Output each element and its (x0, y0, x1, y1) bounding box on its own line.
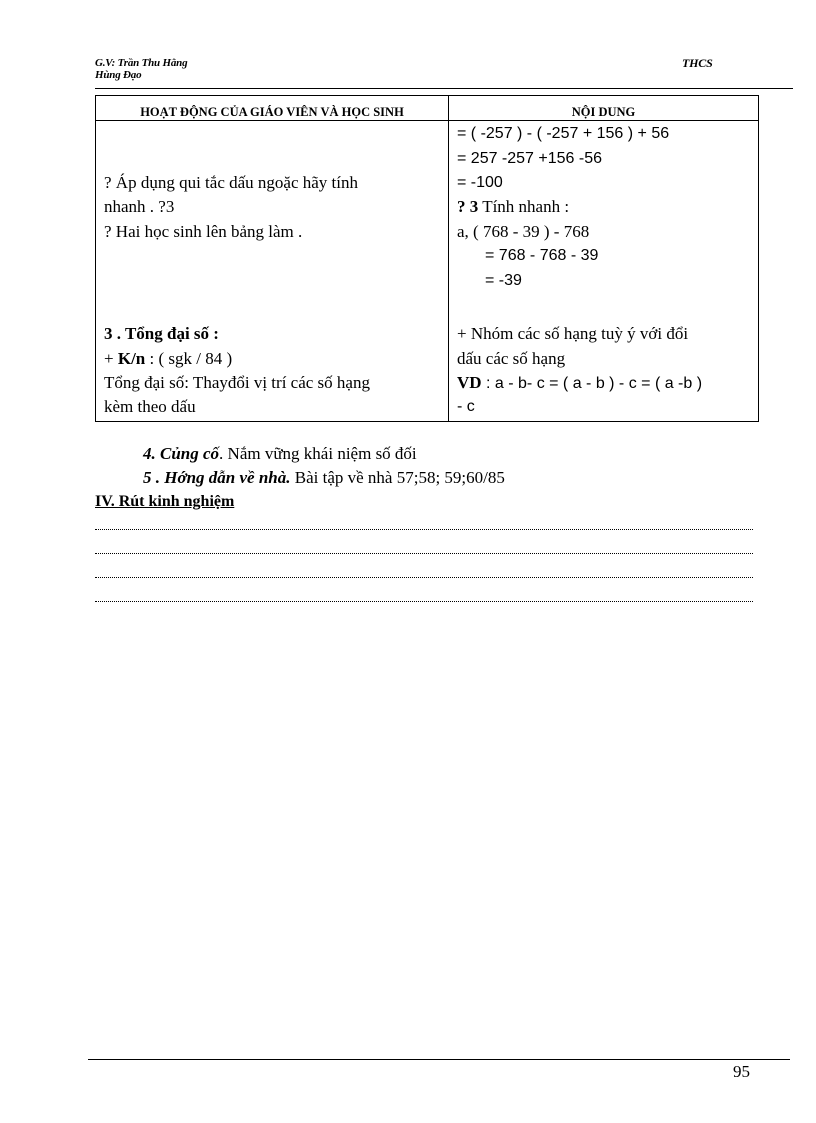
calc-line-3: = -100 (457, 174, 503, 191)
concept-line (104, 346, 232, 371)
homework-text: Bài tập về nhà 57;58; 59;60/85 (290, 468, 505, 487)
concept-label: K/n (117, 349, 146, 368)
footer-rule (88, 1059, 790, 1060)
example-line (457, 370, 702, 396)
experience-title: IV. Rút kinh nghiệm (95, 493, 235, 510)
example-label: VD (457, 373, 482, 392)
definition-line: Tổng đại số: Thayđổi vị trí các số hạng (104, 373, 370, 392)
part-a-line-2: = 768 - 768 - 39 (485, 247, 599, 264)
q3-label: ? 3 (457, 197, 479, 216)
part-a-line-3: = -39 (485, 272, 522, 289)
consolidate-label: 4. Củng cố (143, 444, 220, 463)
section-3-title: 3 . Tổng đại số : (104, 324, 219, 343)
example-line-cont: - c (457, 398, 475, 415)
homework-line (143, 468, 505, 488)
notes-line-1 (95, 529, 753, 530)
question-apply-rule-cont: nhanh . ?3 (104, 197, 175, 216)
content-cell (449, 121, 759, 422)
example-text: : a - b- c = ( a - b ) - c = ( a -b ) (481, 375, 703, 392)
q3-text: Tính nhanh : (478, 197, 570, 216)
grouping-rule-cont: dấu các số hạng (457, 349, 566, 368)
activity-cell (96, 121, 449, 422)
notes-line-2 (95, 553, 753, 554)
notes-line-3 (95, 577, 753, 578)
part-a-line-1: a, ( 768 - 39 ) - 768 (457, 222, 590, 241)
definition-line-cont: kèm theo dấu (104, 397, 196, 416)
question-students-board: ? Hai học sinh lên bảng làm . (104, 222, 303, 241)
concept-prefix: + (104, 349, 118, 368)
col-teacher-student-header: HOẠT ĐỘNG CỦA GIÁO VIÊN VÀ HỌC SINH (96, 96, 449, 121)
table-header-row (96, 96, 759, 121)
teacher-name: G.V: Trần Thu Hằng (95, 57, 188, 69)
lesson-table (95, 95, 759, 422)
question-apply-rule: ? Áp dụng qui tắc dấu ngoặc hãy tính (104, 173, 358, 192)
consolidate-text: . Nắm vững khái niệm số đối (219, 444, 417, 463)
concept-ref: : ( sgk / 84 ) (145, 349, 233, 368)
homework-label: 5 . Hớng dẫn về nhà. (143, 468, 291, 487)
table-row (96, 121, 759, 422)
calc-line-2: = 257 -257 +156 -56 (457, 150, 603, 167)
notes-line-4 (95, 601, 753, 602)
school-name: THCS (682, 56, 713, 70)
q3-line (457, 194, 569, 219)
calc-line-1: = ( -257 ) - ( -257 + 156 ) + 56 (457, 125, 670, 142)
consolidate-line (143, 444, 417, 464)
school-location: Hùng Đạo (95, 69, 142, 81)
page-number: 95 (733, 1062, 750, 1081)
grouping-rule: + Nhóm các số hạng tuỳ ý với đổi (457, 324, 689, 343)
col-content-header: NỘI DUNG (449, 96, 759, 121)
header-rule (95, 88, 793, 89)
